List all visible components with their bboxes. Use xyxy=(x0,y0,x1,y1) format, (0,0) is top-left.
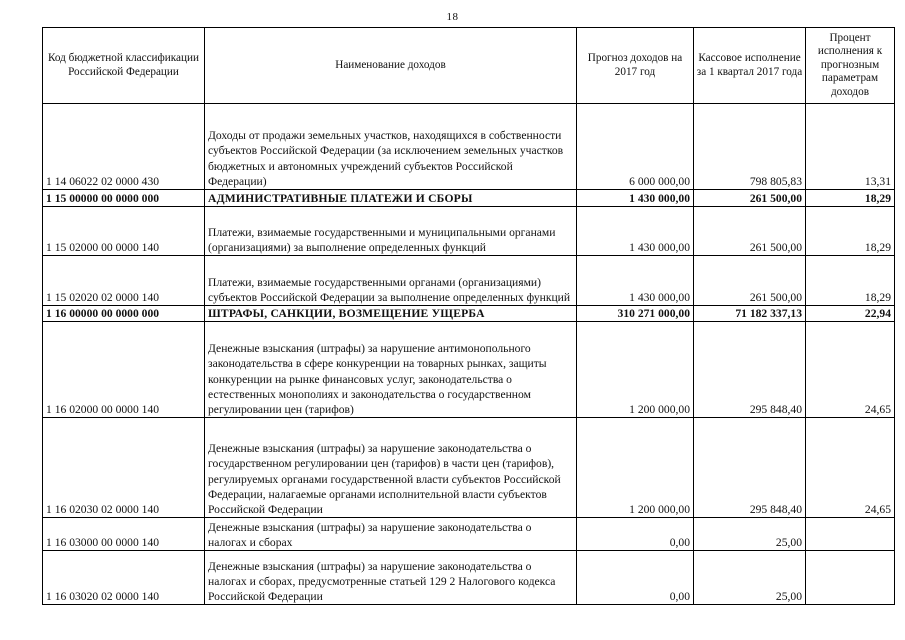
table-row xyxy=(43,322,895,418)
row-code: 1 16 00000 00 0000 000 xyxy=(43,306,205,322)
row-name: Денежные взыскания (штрафы) за нарушение законодательства о государственном регулировании цен (тарифов) в части цен (тарифов), регулируемых органами государственной власти субъектов Российской Федерации, налагаемые органами исполнительной власти субъектов Российской Федерации xyxy=(205,418,577,518)
table-row xyxy=(43,306,895,322)
header-name: Наименование доходов xyxy=(205,28,577,104)
row-name: Платежи, взимаемые государственными и муниципальными органами (организациями) за выполнение определенных функций xyxy=(205,207,577,256)
row-cash-execution: 261 500,00 xyxy=(694,207,806,256)
table-row xyxy=(43,551,895,605)
page-number: 18 xyxy=(446,11,459,23)
table-header-row xyxy=(43,28,895,104)
row-forecast: 0,00 xyxy=(577,518,694,551)
table-body xyxy=(43,104,895,605)
row-cash-execution: 295 848,40 xyxy=(694,322,806,418)
row-percent xyxy=(806,551,895,605)
row-percent: 24,65 xyxy=(806,322,895,418)
row-forecast: 1 430 000,00 xyxy=(577,190,694,207)
row-percent: 22,94 xyxy=(806,306,895,322)
row-forecast: 0,00 xyxy=(577,551,694,605)
row-name: Доходы от продажи земельных участков, находящихся в собственности субъектов Российской Федерации (за исключением земельных участков бюджетных и автономных учреждений субъектов Российской Федерации) xyxy=(205,104,577,190)
row-percent xyxy=(806,518,895,551)
row-forecast: 1 430 000,00 xyxy=(577,256,694,306)
header-cash-execution: Кассовое исполнение за 1 квартал 2017 года xyxy=(694,28,806,104)
table-row xyxy=(43,207,895,256)
table-row xyxy=(43,104,895,190)
row-cash-execution: 798 805,83 xyxy=(694,104,806,190)
table-row xyxy=(43,418,895,518)
row-name: Платежи, взимаемые государственными органами (организациями) субъектов Российской Федерации за выполнение определенных функций xyxy=(205,256,577,306)
row-code: 1 15 02020 02 0000 140 xyxy=(43,256,205,306)
row-cash-execution: 25,00 xyxy=(694,518,806,551)
row-percent: 18,29 xyxy=(806,207,895,256)
row-forecast: 6 000 000,00 xyxy=(577,104,694,190)
row-forecast: 310 271 000,00 xyxy=(577,306,694,322)
table-row xyxy=(43,256,895,306)
row-code: 1 16 03000 00 0000 140 xyxy=(43,518,205,551)
row-code: 1 15 00000 00 0000 000 xyxy=(43,190,205,207)
row-percent: 13,31 xyxy=(806,104,895,190)
row-code: 1 16 03020 02 0000 140 xyxy=(43,551,205,605)
row-code: 1 16 02000 00 0000 140 xyxy=(43,322,205,418)
table-row xyxy=(43,190,895,207)
row-forecast: 1 430 000,00 xyxy=(577,207,694,256)
row-cash-execution: 295 848,40 xyxy=(694,418,806,518)
row-cash-execution: 261 500,00 xyxy=(694,190,806,207)
row-name: Денежные взыскания (штрафы) за нарушение антимонопольного законодательства в сфере конкуренции на товарных рынках, защиты конкуренции на рынке финансовых услуг, законодательства о естественных монополиях и законодательства о государственном регулировании цен (тарифов) xyxy=(205,322,577,418)
header-forecast: Прогноз доходов на 2017 год xyxy=(577,28,694,104)
row-percent: 18,29 xyxy=(806,256,895,306)
row-name: ШТРАФЫ, САНКЦИИ, ВОЗМЕЩЕНИЕ УЩЕРБА xyxy=(205,306,577,322)
row-percent: 18,29 xyxy=(806,190,895,207)
header-code: Код бюджетной классификации Российской Федерации xyxy=(43,28,205,104)
row-name: Денежные взыскания (штрафы) за нарушение законодательства о налогах и сборах xyxy=(205,518,577,551)
row-cash-execution: 71 182 337,13 xyxy=(694,306,806,322)
row-code: 1 16 02030 02 0000 140 xyxy=(43,418,205,518)
row-forecast: 1 200 000,00 xyxy=(577,322,694,418)
table-row xyxy=(43,518,895,551)
row-code: 1 14 06022 02 0000 430 xyxy=(43,104,205,190)
header-percent: Процент исполнения к прогнозным параметрам доходов xyxy=(806,28,895,104)
row-code: 1 15 02000 00 0000 140 xyxy=(43,207,205,256)
row-forecast: 1 200 000,00 xyxy=(577,418,694,518)
row-cash-execution: 25,00 xyxy=(694,551,806,605)
row-percent: 24,65 xyxy=(806,418,895,518)
row-cash-execution: 261 500,00 xyxy=(694,256,806,306)
row-name: Денежные взыскания (штрафы) за нарушение законодательства о налогах и сборах, предусмотренные статьей 129 2 Налогового кодекса Российской Федерации xyxy=(205,551,577,605)
budget-income-table xyxy=(42,27,895,605)
row-name: АДМИНИСТРАТИВНЫЕ ПЛАТЕЖИ И СБОРЫ xyxy=(205,190,577,207)
